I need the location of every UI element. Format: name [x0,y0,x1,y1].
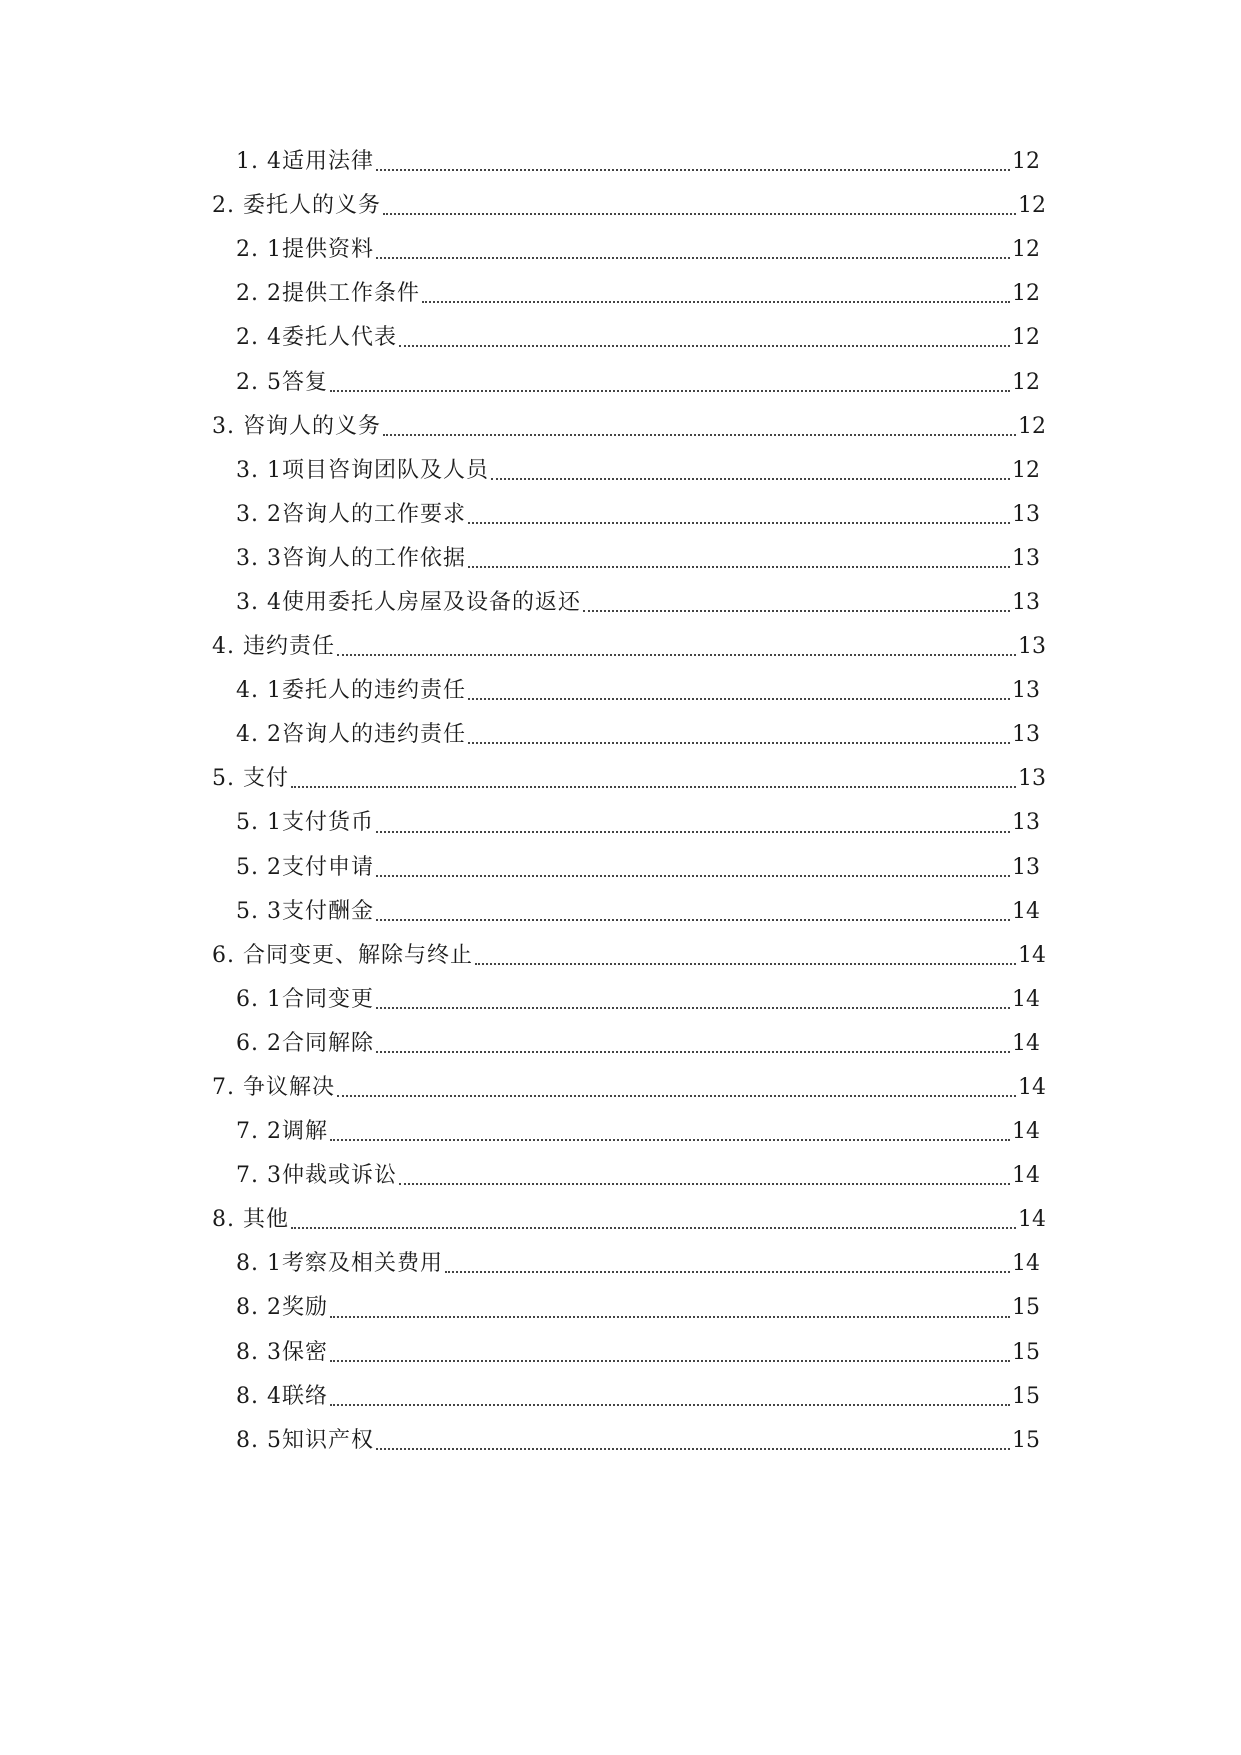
toc-subsection-entry[interactable] [0,581,1040,625]
toc-dot-leader [383,213,1016,215]
toc-page-number: 12 [1012,149,1040,175]
toc-subsection-entry[interactable] [0,1022,1040,1066]
toc-page-number: 13 [1012,722,1040,748]
toc-dot-leader [376,919,1010,921]
toc-page-number: 15 [1012,1339,1040,1365]
toc-subsection-entry[interactable] [0,846,1040,890]
toc-entry-title: 2. 4委托人代表 [236,325,397,351]
toc-entry-title: 4. 1委托人的违约责任 [236,678,466,704]
toc-dot-leader [291,1227,1016,1229]
toc-dot-leader [475,963,1016,965]
toc-page-number: 12 [1018,413,1046,439]
toc-subsection-entry[interactable] [0,537,1040,581]
toc-section-entry[interactable] [0,1198,1046,1242]
toc-entry-title: 3. 4使用委托人房屋及设备的返还 [236,589,581,615]
toc-dot-leader [376,1007,1010,1009]
toc-dot-leader [468,698,1010,700]
toc-page-number: 15 [1012,1383,1040,1409]
toc-page-number: 13 [1012,501,1040,527]
toc-page-number: 12 [1018,193,1046,219]
toc-dot-leader [399,345,1010,347]
toc-entry-title: 5. 1支付货币 [236,810,374,836]
toc-page-number: 13 [1012,810,1040,836]
toc-section-entry[interactable] [0,405,1046,449]
toc-subsection-entry[interactable] [0,1419,1040,1463]
toc-entry-title: 8. 4联络 [236,1383,328,1409]
toc-subsection-entry[interactable] [0,1286,1040,1330]
toc-page-number: 13 [1018,634,1046,660]
toc-subsection-entry[interactable] [0,228,1040,272]
toc-subsection-entry[interactable] [0,1154,1040,1198]
toc-entry-title: 3. 2咨询人的工作要求 [236,501,466,527]
toc-page-number: 15 [1012,1427,1040,1453]
toc-entry-title: 3. 1项目咨询团队及人员 [236,457,489,483]
toc-entry-title: 2. 5答复 [236,369,328,395]
toc-entry-title: 4. 2咨询人的违约责任 [236,722,466,748]
toc-page-number: 13 [1012,678,1040,704]
toc-page-number: 14 [1018,1075,1046,1101]
toc-dot-leader [383,434,1016,436]
toc-subsection-entry[interactable] [0,493,1040,537]
toc-dot-leader [376,875,1010,877]
toc-dot-leader [468,522,1010,524]
toc-dot-leader [491,478,1010,480]
toc-dot-leader [422,301,1010,303]
toc-subsection-entry[interactable] [0,140,1040,184]
toc-entry-title: 2. 委托人的义务 [212,193,381,219]
toc-subsection-entry[interactable] [0,1110,1040,1154]
toc-page-number: 13 [1012,854,1040,880]
toc-subsection-entry[interactable] [0,801,1040,845]
toc-dot-leader [337,654,1016,656]
toc-dot-leader [291,786,1016,788]
toc-dot-leader [330,1360,1010,1362]
toc-page-number: 14 [1012,986,1040,1012]
toc-subsection-entry[interactable] [0,669,1040,713]
toc-subsection-entry[interactable] [0,1242,1040,1286]
toc-entry-title: 7. 3仲裁或诉讼 [236,1163,397,1189]
toc-entry-title: 6. 合同变更、解除与终止 [212,942,473,968]
toc-section-entry[interactable] [0,757,1046,801]
toc-entry-title: 6. 2合同解除 [236,1030,374,1056]
toc-entry-title: 8. 1考察及相关费用 [236,1251,443,1277]
toc-subsection-entry[interactable] [0,316,1040,360]
toc-entry-title: 7. 争议解决 [212,1075,335,1101]
toc-subsection-entry[interactable] [0,978,1040,1022]
toc-page-number: 14 [1012,1251,1040,1277]
toc-page-number: 14 [1018,1207,1046,1233]
toc-dot-leader [376,257,1010,259]
toc-section-entry[interactable] [0,184,1046,228]
toc-dot-leader [376,831,1010,833]
toc-subsection-entry[interactable] [0,713,1040,757]
toc-dot-leader [330,390,1010,392]
toc-subsection-entry[interactable] [0,360,1040,404]
toc-dot-leader [330,1404,1010,1406]
toc-subsection-entry[interactable] [0,272,1040,316]
toc-page-number: 14 [1012,1030,1040,1056]
toc-entry-title: 8. 其他 [212,1207,289,1233]
toc-section-entry[interactable] [0,625,1046,669]
toc-entry-title: 6. 1合同变更 [236,986,374,1012]
toc-page-number: 14 [1012,898,1040,924]
toc-section-entry[interactable] [0,934,1046,978]
toc-dot-leader [337,1095,1016,1097]
toc-dot-leader [468,566,1010,568]
toc-page-number: 13 [1012,589,1040,615]
toc-entry-title: 4. 违约责任 [212,634,335,660]
toc-page-number: 12 [1012,369,1040,395]
toc-subsection-entry[interactable] [0,1375,1040,1419]
toc-entry-title: 5. 2支付申请 [236,854,374,880]
toc-page-number: 15 [1012,1295,1040,1321]
toc-dot-leader [330,1139,1010,1141]
toc-page-number: 12 [1012,325,1040,351]
toc-entry-title: 2. 2提供工作条件 [236,281,420,307]
toc-page-number: 14 [1012,1163,1040,1189]
toc-dot-leader [376,169,1010,171]
toc-entry-title: 3. 3咨询人的工作依据 [236,545,466,571]
toc-dot-leader [468,742,1010,744]
toc-dot-leader [376,1448,1010,1450]
toc-entry-title: 3. 咨询人的义务 [212,413,381,439]
toc-entry-title: 2. 1提供资料 [236,237,374,263]
toc-dot-leader [583,610,1010,612]
toc-dot-leader [445,1271,1010,1273]
toc-section-entry[interactable] [0,1066,1046,1110]
toc-subsection-entry[interactable] [0,1331,1040,1375]
toc-page-number: 12 [1012,281,1040,307]
toc-entry-title: 8. 2奖励 [236,1295,328,1321]
toc-entry-title: 8. 5知识产权 [236,1427,374,1453]
toc-page-number: 13 [1012,545,1040,571]
toc-entry-title: 8. 3保密 [236,1339,328,1365]
toc-page-number: 13 [1018,766,1046,792]
toc-entry-title: 7. 2调解 [236,1119,328,1145]
toc-entry-title: 5. 3支付酬金 [236,898,374,924]
toc-page-number: 12 [1012,457,1040,483]
toc-dot-leader [399,1183,1010,1185]
toc-page-number: 14 [1018,942,1046,968]
toc-entry-title: 5. 支付 [212,766,289,792]
toc-page-number: 14 [1012,1119,1040,1145]
toc-page-number: 12 [1012,237,1040,263]
toc-subsection-entry[interactable] [0,890,1040,934]
toc-entry-title: 1. 4适用法律 [236,149,374,175]
table-of-contents [0,140,1241,1463]
toc-dot-leader [376,1051,1010,1053]
toc-subsection-entry[interactable] [0,449,1040,493]
toc-dot-leader [330,1316,1010,1318]
